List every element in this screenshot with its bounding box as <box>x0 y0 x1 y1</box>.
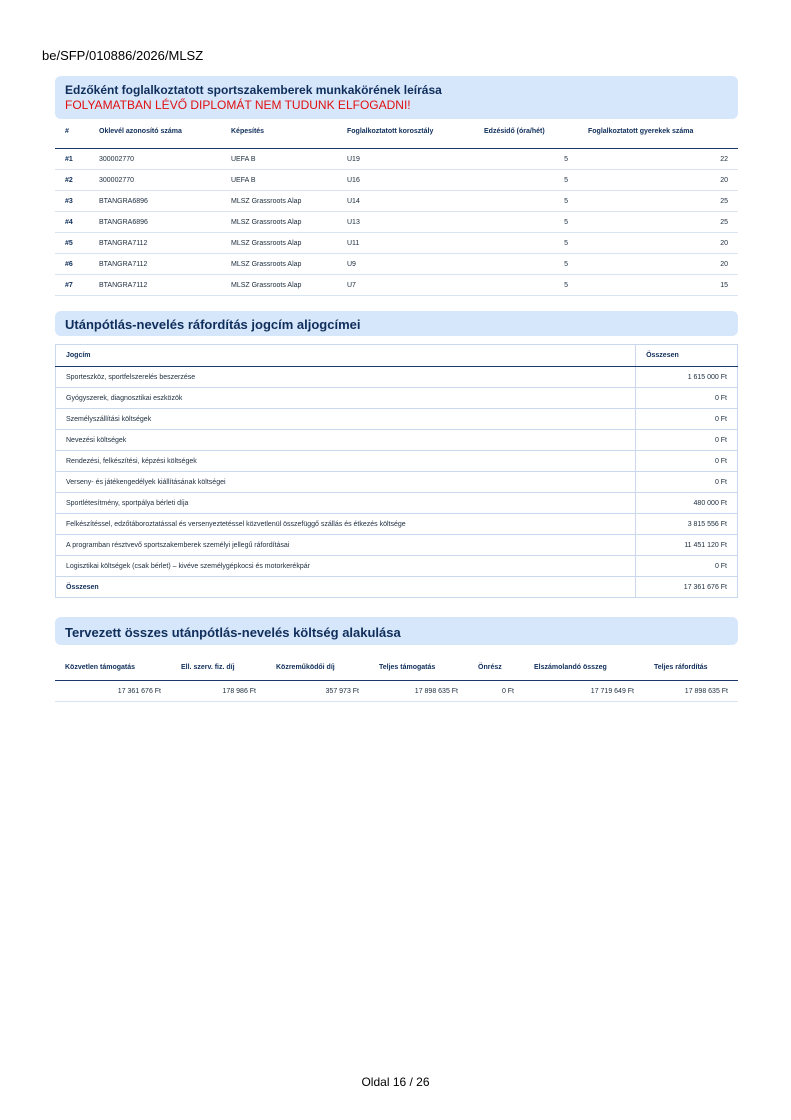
training-hours: 5 <box>474 212 578 233</box>
cost-amount: 0 Ft <box>636 430 738 451</box>
table-row <box>55 275 738 296</box>
table-row <box>56 472 738 493</box>
column-header: Ell. szerv. fiz. díj <box>171 654 266 681</box>
column-header: Teljes támogatás <box>369 654 468 681</box>
coaches-section-header <box>55 76 738 119</box>
row-number: #5 <box>55 233 89 254</box>
training-hours: 5 <box>474 149 578 170</box>
table-row <box>56 367 738 388</box>
summary-table <box>55 654 738 702</box>
age-group: U7 <box>337 275 474 296</box>
column-header: Közreműködői díj <box>266 654 369 681</box>
diploma-id: 300002770 <box>89 149 221 170</box>
row-number: #6 <box>55 254 89 275</box>
cost-category: Nevezési költségek <box>56 430 636 451</box>
children-count: 25 <box>578 191 738 212</box>
costs-table <box>55 344 738 598</box>
children-count: 20 <box>578 233 738 254</box>
table-row <box>55 681 738 702</box>
cost-category: Felkészítéssel, edzőtáboroztatással és versenyeztetéssel közvetlenül összefüggő szállás és étkezés költsége <box>56 514 636 535</box>
column-header: Jogcím <box>56 345 636 367</box>
row-number: #4 <box>55 212 89 233</box>
column-header: Összesen <box>636 345 738 367</box>
summary-section-header <box>55 617 738 645</box>
cost-amount: 11 451 120 Ft <box>636 535 738 556</box>
summary-value: 178 986 Ft <box>171 681 266 702</box>
age-group: U16 <box>337 170 474 191</box>
cost-amount: 3 815 556 Ft <box>636 514 738 535</box>
column-header: Képesítés <box>221 115 337 149</box>
diploma-id: BTANGRA7112 <box>89 254 221 275</box>
table-header-row <box>55 115 738 149</box>
cost-category: Gyógyszerek, diagnosztikai eszközök <box>56 388 636 409</box>
cost-category: Sporteszköz, sportfelszerelés beszerzése <box>56 367 636 388</box>
table-row <box>56 451 738 472</box>
children-count: 15 <box>578 275 738 296</box>
age-group: U9 <box>337 254 474 275</box>
table-row <box>56 493 738 514</box>
age-group: U13 <box>337 212 474 233</box>
age-group: U14 <box>337 191 474 212</box>
costs-title: Utánpótlás-nevelés ráfordítás jogcím aljogcímei <box>65 317 361 332</box>
diploma-id: 300002770 <box>89 170 221 191</box>
coaches-table <box>55 115 738 296</box>
cost-amount: 0 Ft <box>636 388 738 409</box>
training-hours: 5 <box>474 191 578 212</box>
table-row <box>56 556 738 577</box>
column-header: Edzésidő (óra/hét) <box>474 115 578 149</box>
page-number: Oldal 16 / 26 <box>361 1075 430 1089</box>
column-header: Foglalkoztatott korosztály <box>337 115 474 149</box>
table-row <box>55 191 738 212</box>
summary-value: 17 719 649 Ft <box>524 681 644 702</box>
row-number: #2 <box>55 170 89 191</box>
summary-value: 0 Ft <box>468 681 524 702</box>
summary-value: 17 361 676 Ft <box>55 681 171 702</box>
column-header: Foglalkoztatott gyerekek száma <box>578 115 738 149</box>
cost-category: Verseny- és játékengedélyek kiállításának költségei <box>56 472 636 493</box>
column-header: Elszámolandó összeg <box>524 654 644 681</box>
column-header: Önrész <box>468 654 524 681</box>
column-header: Közvetlen támogatás <box>55 654 171 681</box>
table-row <box>55 149 738 170</box>
cost-amount: 0 Ft <box>636 472 738 493</box>
training-hours: 5 <box>474 275 578 296</box>
summary-value: 357 973 Ft <box>266 681 369 702</box>
qualification: MLSZ Grassroots Alap <box>221 254 337 275</box>
row-number: #7 <box>55 275 89 296</box>
costs-section-header <box>55 311 738 336</box>
diploma-id: BTANGRA7112 <box>89 275 221 296</box>
cost-amount: 1 615 000 Ft <box>636 367 738 388</box>
total-label: Összesen <box>56 577 636 598</box>
total-row <box>56 577 738 598</box>
table-header-row <box>56 345 738 367</box>
column-header: Oklevél azonosító száma <box>89 115 221 149</box>
table-row <box>55 254 738 275</box>
table-header-row <box>55 654 738 681</box>
qualification: MLSZ Grassroots Alap <box>221 233 337 254</box>
column-header: # <box>55 115 89 149</box>
summary-value: 17 898 635 Ft <box>369 681 468 702</box>
table-row <box>55 170 738 191</box>
qualification: UEFA B <box>221 170 337 191</box>
row-number: #3 <box>55 191 89 212</box>
cost-category: Sportlétesítmény, sportpálya bérleti díja <box>56 493 636 514</box>
training-hours: 5 <box>474 170 578 191</box>
table-row <box>56 409 738 430</box>
diploma-id: BTANGRA6896 <box>89 191 221 212</box>
children-count: 22 <box>578 149 738 170</box>
age-group: U19 <box>337 149 474 170</box>
table-row <box>56 388 738 409</box>
table-row <box>56 430 738 451</box>
cost-category: Logisztikai költségek (csak bérlet) – kivéve személygépkocsi és motorkerékpár <box>56 556 636 577</box>
age-group: U11 <box>337 233 474 254</box>
table-row <box>55 233 738 254</box>
training-hours: 5 <box>474 233 578 254</box>
summary-value: 17 898 635 Ft <box>644 681 738 702</box>
coaches-warning: FOLYAMATBAN LÉVŐ DIPLOMÁT NEM TUDUNK ELFOGADNI! <box>65 98 411 112</box>
cost-amount: 0 Ft <box>636 409 738 430</box>
qualification: MLSZ Grassroots Alap <box>221 212 337 233</box>
coaches-title: Edzőként foglalkoztatott sportszakemberek munkakörének leírása <box>65 83 442 97</box>
children-count: 25 <box>578 212 738 233</box>
cost-category: Személyszállítási költségek <box>56 409 636 430</box>
total-amount: 17 361 676 Ft <box>636 577 738 598</box>
qualification: UEFA B <box>221 149 337 170</box>
cost-amount: 480 000 Ft <box>636 493 738 514</box>
cost-category: A programban résztvevő sportszakemberek személyi jellegű ráfordításai <box>56 535 636 556</box>
diploma-id: BTANGRA6896 <box>89 212 221 233</box>
document-id: be/SFP/010886/2026/MLSZ <box>42 48 204 63</box>
column-header: Teljes ráfordítás <box>644 654 738 681</box>
summary-title: Tervezett összes utánpótlás-nevelés költség alakulása <box>65 625 401 640</box>
cost-amount: 0 Ft <box>636 451 738 472</box>
training-hours: 5 <box>474 254 578 275</box>
table-row <box>55 212 738 233</box>
table-row <box>56 535 738 556</box>
children-count: 20 <box>578 170 738 191</box>
row-number: #1 <box>55 149 89 170</box>
qualification: MLSZ Grassroots Alap <box>221 191 337 212</box>
cost-category: Rendezési, felkészítési, képzési költségek <box>56 451 636 472</box>
cost-amount: 0 Ft <box>636 556 738 577</box>
table-row <box>56 514 738 535</box>
children-count: 20 <box>578 254 738 275</box>
qualification: MLSZ Grassroots Alap <box>221 275 337 296</box>
diploma-id: BTANGRA7112 <box>89 233 221 254</box>
